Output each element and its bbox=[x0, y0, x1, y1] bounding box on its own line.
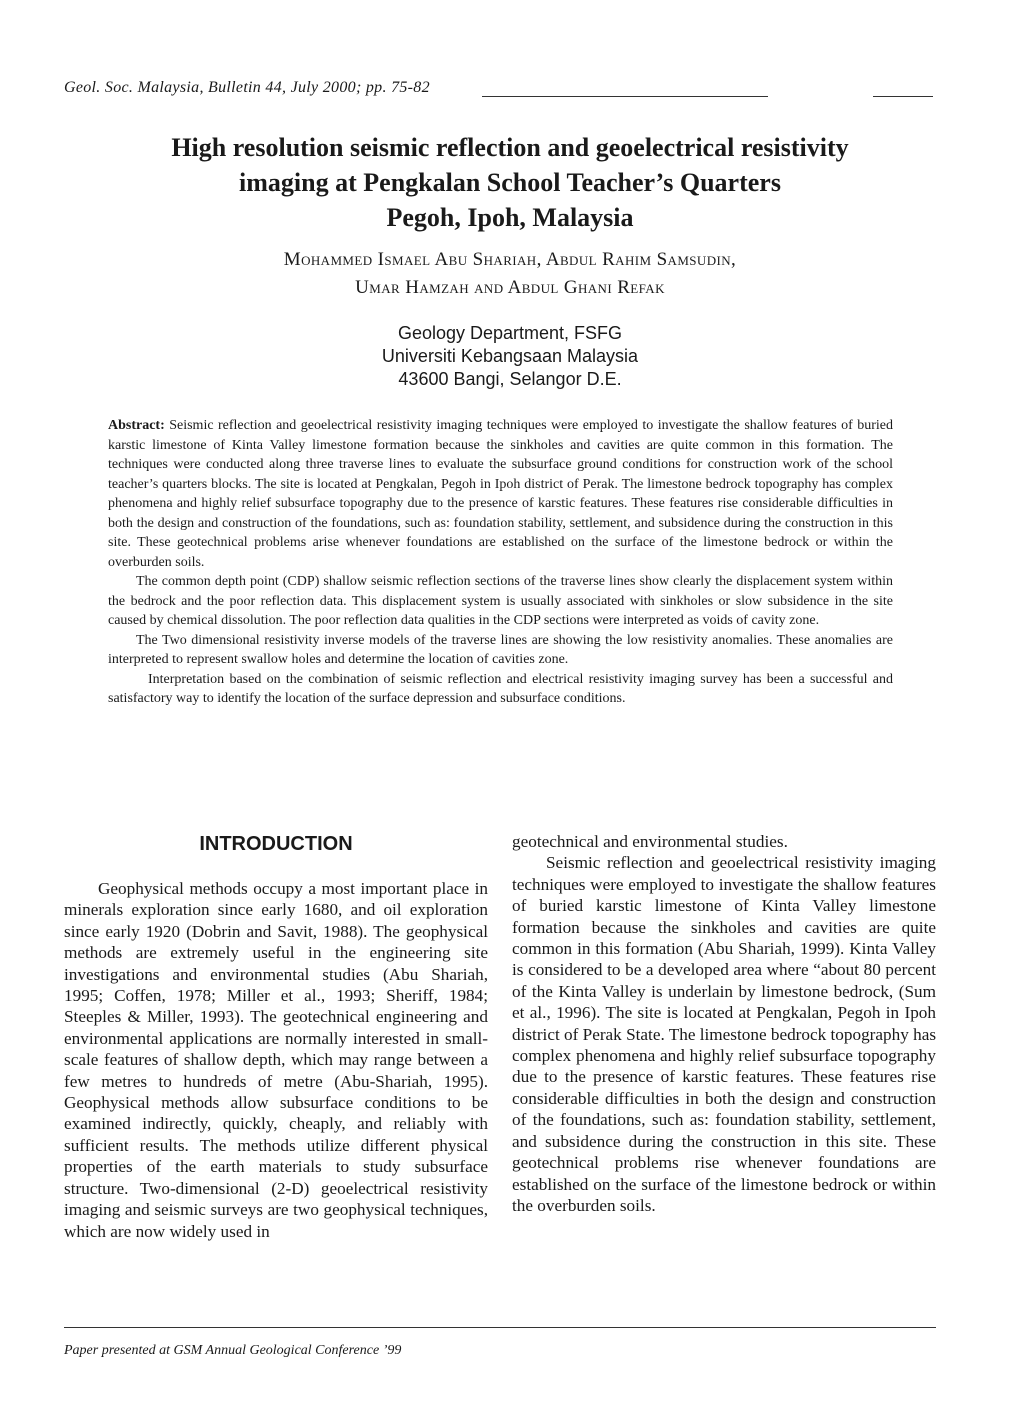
abstract-paragraph-3: The Two dimensional resistivity inverse models of the traverse lines are showing the low resistivity anomalies. These anomalies are interpreted to represent swallow holes and determine the location of cavities zone. bbox=[108, 632, 893, 667]
title-line-1: High resolution seismic reflection and geoelectrical resistivity bbox=[171, 133, 849, 162]
header-rule bbox=[482, 96, 768, 97]
abstract bbox=[108, 416, 893, 709]
abstract-paragraph-4: Interpretation based on the combination of seismic reflection and electrical resistivity imaging survey has been a successful and satisfactory way to identify the location of the surface depression and subsurface conditions. bbox=[108, 671, 893, 706]
authors-line-2: Umar Hamzah and Abdul Ghani Refak bbox=[355, 277, 665, 298]
footnote-rule bbox=[64, 1327, 936, 1328]
abstract-paragraph-2: The common depth point (CDP) shallow seismic reflection sections of the traverse lines show clearly the displacement system within the bedrock and the poor reflection data. This displacement system is usually associated with sinkholes or slow subsidence in the site caused by chemical dissolution. The poor reflection data qualities in the CDP sections were interpreted as voids of cavity zone. bbox=[108, 574, 893, 628]
affiliation bbox=[300, 322, 720, 391]
title-line-2: imaging at Pengkalan School Teacher’s Quarters bbox=[239, 168, 781, 197]
author-list bbox=[150, 246, 870, 302]
abstract-paragraph-1 bbox=[108, 416, 893, 572]
header-rule-short bbox=[873, 96, 933, 97]
intro-paragraph-1: Geophysical methods occupy a most important place in minerals exploration since early 1680, and oil exploration since early 1920 (Dobrin and Savit, 1988). The geophysical methods are extremely useful in the engineering site investigations and environmental studies (Abu Shariah, 1995; Coffen, 1978; Miller et al., 1993; Sheriff, 1984; Steeples & Miller, 1993). The geotechnical engineering and environmental applications are normally interested in small-scale features of shallow depth, which may range between a few metres to hundreds of metre (Abu-Shariah, 1995). Geophysical methods allow subsurface conditions to be examined indirectly, quickly, cheaply, and reliably with sufficient results. The methods utilize different physical properties of the earth materials to study subsurface structure. Two-dimensional (2-D) geoelectrical resistivity imaging and seismic surveys are two geophysical techniques, which are now widely used in bbox=[64, 879, 488, 1241]
affiliation-line-2: Universiti Kebangsaan Malaysia bbox=[381, 346, 639, 366]
right-column bbox=[512, 831, 936, 1216]
affiliation-line-3: 43600 Bangi, Selangor D.E. bbox=[398, 369, 622, 389]
title-line-3: Pegoh, Ipoh, Malaysia bbox=[386, 203, 634, 232]
abstract-text-1: Seismic reflection and geoelectrical resistivity imaging techniques were employed to investigate the shallow features of buried karstic limestone of Kinta Valley limestone formation because the sinkholes and cavities are quite common in this formation. The techniques were conducted along three traverse lines to evaluate the subsurface ground conditions for construction work of the school teacher’s quarters blocks. The site is located at Pengkalan, Pegoh in Ipoh district of Perak. The limestone bedrock topography has complex phenomena and highly relief subsurface topography due to the presence of karstic features. These features rise considerable difficulties in both the design and construction of the foundations, such as: foundation stability, settlement, and subsidence during the construction in this site. These geotechnical problems arise whenever foundations are established on the surface of the limestone bedrock or within the overburden soils. bbox=[108, 418, 893, 570]
authors-line-1: Mohammed Ismael Abu Shariah, Abdul Rahim Samsudin, bbox=[283, 249, 737, 270]
paper-title bbox=[60, 130, 960, 235]
abstract-label: Abstract: bbox=[108, 418, 165, 433]
intro-paragraph-1-continued: geotechnical and environmental studies. bbox=[512, 832, 788, 851]
left-column bbox=[64, 832, 488, 1242]
section-heading-introduction: INTRODUCTION bbox=[199, 833, 353, 855]
footnote: Paper presented at GSM Annual Geological Conference ’99 bbox=[64, 1343, 402, 1358]
affiliation-line-1: Geology Department, FSFG bbox=[397, 323, 623, 343]
intro-paragraph-2: Seismic reflection and geoelectrical resistivity imaging techniques were employed to investigate the shallow features of buried karstic limestone of Kinta Valley limestone formation because the sinkholes and cavities are quite common in this formation (Abu Shariah, 1999). Kinta Valley is considered to be a developed area where “about 80 percent of the Kinta Valley is underlain by limestone bedrock, (Sum et al., 1996). The site is located at Pengkalan, Pegoh in Ipoh district of Perak State. The limestone bedrock topography has complex phenomena and highly relief subsurface topography due to the presence of karstic features. These features rise considerable difficulties in both the design and construction of the foundations, such as: foundation stability, settlement, and subsidence during the construction in this site. These geotechnical problems rise whenever foundations are established on the surface of the limestone bedrock or within the overburden soils. bbox=[512, 853, 937, 1215]
running-head: Geol. Soc. Malaysia, Bulletin 44, July 2000; pp. 75-82 bbox=[64, 79, 430, 96]
